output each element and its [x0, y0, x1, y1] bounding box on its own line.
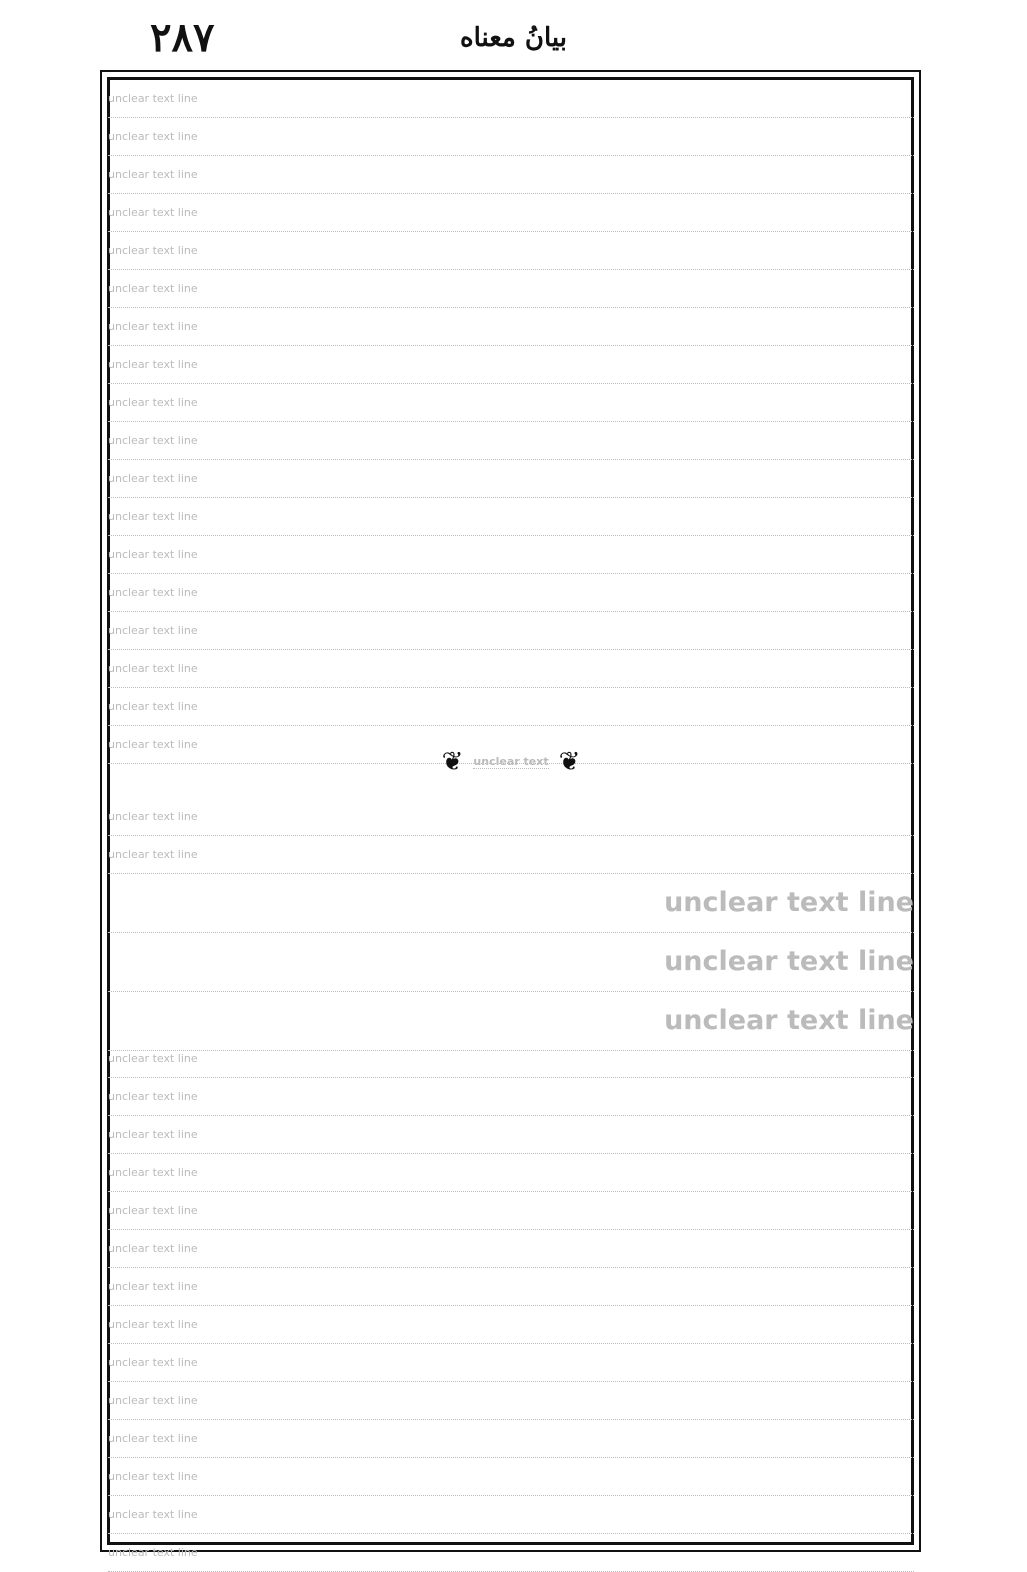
text-line-illegible: unclear text line — [108, 1344, 914, 1382]
hadith-line-illegible: unclear text line — [108, 933, 914, 992]
text-line-illegible: unclear text line — [108, 346, 914, 384]
text-line-illegible: unclear text line — [108, 1458, 914, 1496]
text-line-illegible: unclear text line — [108, 612, 914, 650]
text-line-illegible: unclear text line — [108, 118, 914, 156]
text-line-illegible: unclear text line — [108, 1534, 914, 1572]
text-line-illegible: unclear text line — [108, 1382, 914, 1420]
text-line-illegible: unclear text line — [108, 1306, 914, 1344]
text-line-illegible: unclear text line — [108, 1078, 914, 1116]
chapter-commentary — [108, 798, 914, 874]
text-line-illegible: unclear text line — [108, 194, 914, 232]
chapter-heading — [108, 735, 914, 789]
text-line-illegible: unclear text line — [108, 798, 914, 836]
text-line-illegible: unclear text line — [108, 536, 914, 574]
chapter-title-illegible: unclear text — [473, 755, 549, 768]
running-head: بيانُ معناه — [459, 23, 567, 53]
hadith-line-illegible: unclear text line — [108, 992, 914, 1051]
text-line-illegible: unclear text line — [108, 574, 914, 612]
hadith-text — [108, 874, 914, 1051]
page-header — [0, 8, 1027, 68]
text-line-illegible: unclear text line — [108, 460, 914, 498]
text-line-illegible: unclear text line — [108, 1420, 914, 1458]
text-line-illegible: unclear text line — [108, 726, 914, 764]
page-number: ٢٨٧ — [150, 14, 215, 61]
text-line-illegible: unclear text line — [108, 688, 914, 726]
text-line-illegible: unclear text line — [108, 422, 914, 460]
text-line-illegible: unclear text line — [108, 156, 914, 194]
text-line-illegible: unclear text line — [108, 384, 914, 422]
text-line-illegible: unclear text line — [108, 1116, 914, 1154]
text-line-illegible: unclear text line — [108, 836, 914, 874]
text-line-illegible: unclear text line — [108, 1040, 914, 1078]
commentary-section-bottom — [108, 1040, 914, 1572]
text-line-illegible: unclear text line — [108, 232, 914, 270]
text-line-illegible: unclear text line — [108, 1192, 914, 1230]
text-line-illegible: unclear text line — [108, 1268, 914, 1306]
commentary-section-top — [108, 80, 914, 764]
text-line-illegible: unclear text line — [108, 308, 914, 346]
text-line-illegible: unclear text line — [108, 80, 914, 118]
text-line-illegible: unclear text line — [108, 1230, 914, 1268]
text-line-illegible: unclear text line — [108, 270, 914, 308]
text-line-illegible: unclear text line — [108, 1154, 914, 1192]
text-line-illegible: unclear text line — [108, 650, 914, 688]
hadith-line-illegible: unclear text line — [108, 874, 914, 933]
flourish-icon: ❦ — [558, 747, 581, 777]
flourish-icon: ❦ — [441, 747, 464, 777]
text-line-illegible: unclear text line — [108, 1496, 914, 1534]
text-line-illegible: unclear text line — [108, 498, 914, 536]
